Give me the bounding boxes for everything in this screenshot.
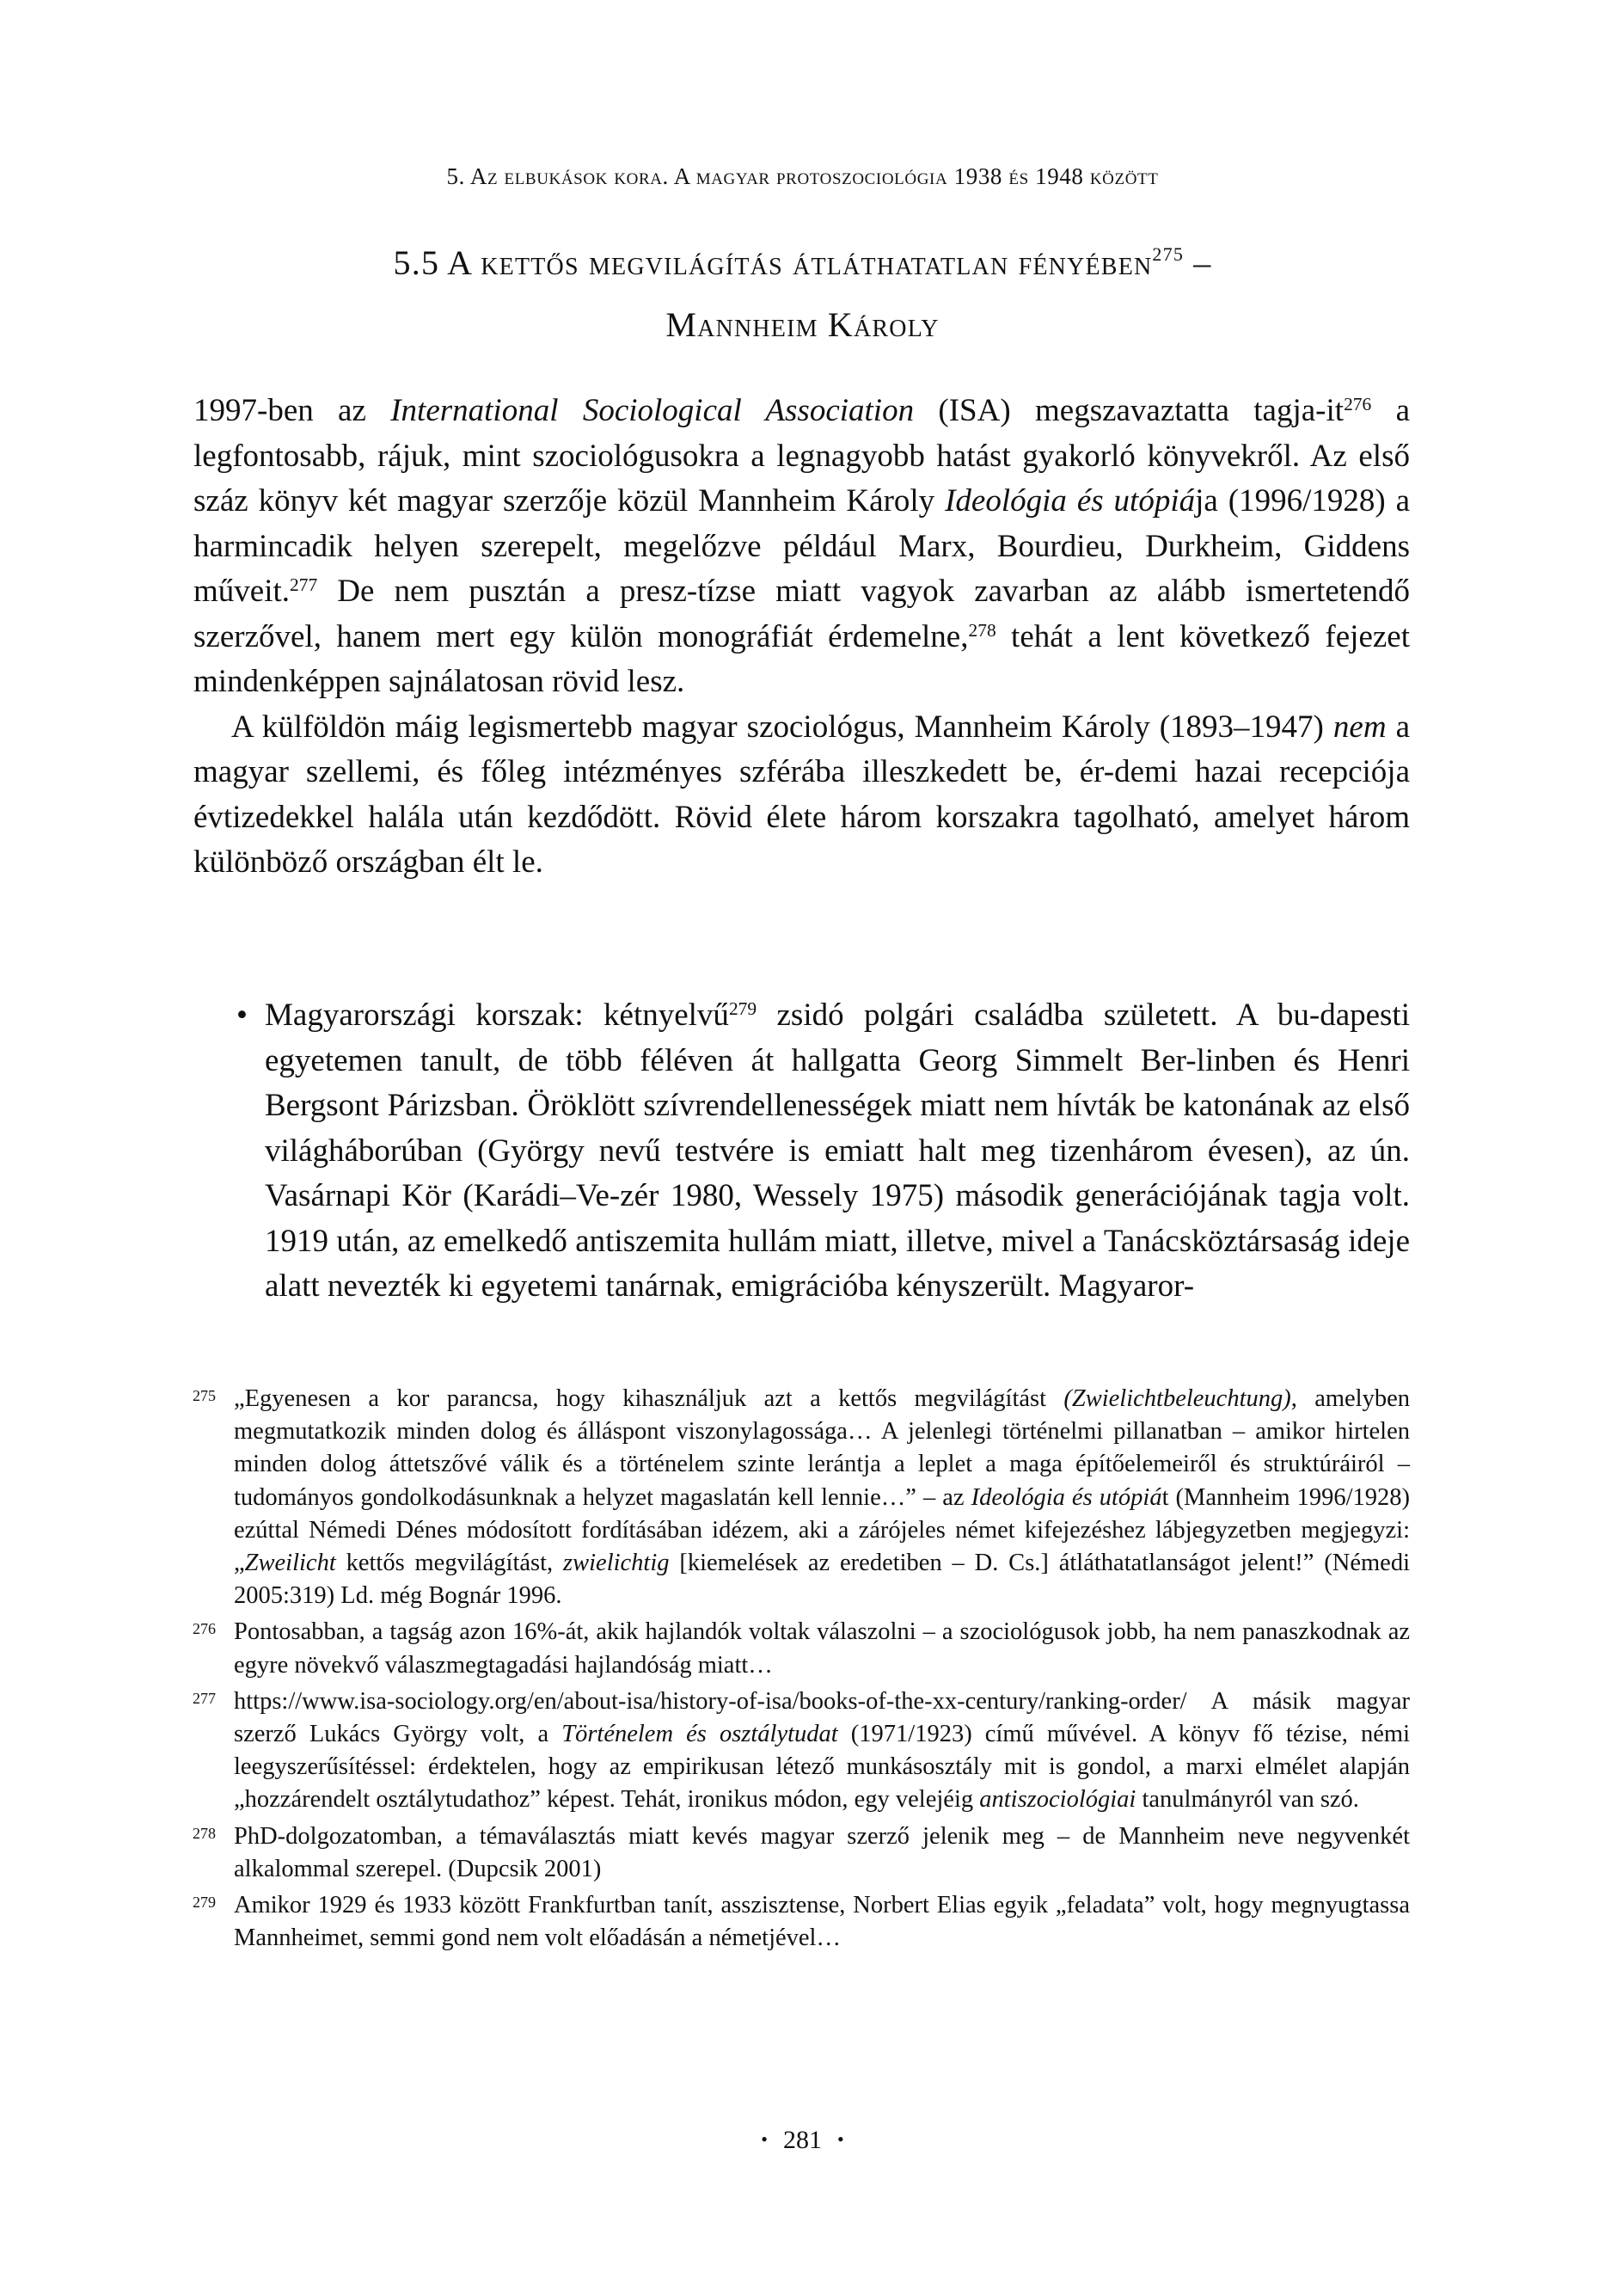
footnote-275: 275 „Egyenesen a kor parancsa, hogy kihasználjuk azt a kettős megvilágítást (Zwielichtbeleuchtung), amelyben megmutatkozik minden dolog és álláspont viszonylagossága… A jelenlegi történelmi pillanatban – amikor hirtelen minden dolog áttetszővé válik és a történelem szinte lerántja a leplet a maga építőelemeiről és struktúráiról – tudományos gondolkodásunknak a helyzet magaslatán kell lennie…” – az Ideológia és utópiát (Mannheim 1996/1928) ezúttal Némedi Dénes módosított fordításában idézem, aki a zárójeles német kifejezéshez lábjegyzetben megjegyzi: „Zweilicht kettős megvilágítást, zwielichtig [kiemelések az eredetiben – D. Cs.] átláthatatlanságot jelent!” (Némedi 2005:319) Ld. még Bognár 1996.: [193, 1383, 1410, 1612]
footnote-276: 276 Pontosabban, a tagság azon 16%-át, akik hajlandók voltak válaszolni – a szociológusok jobb, ha nem panaszkodnak az egyre növekvő válaszmegtagadási hajlandóság miatt…: [193, 1616, 1410, 1681]
ornament-dot-icon: •: [837, 2128, 844, 2150]
footnote-number: 278: [193, 1824, 216, 1842]
ornament-dot-icon: •: [761, 2128, 768, 2150]
page-number: [0, 2126, 1605, 2155]
bullet-list: [193, 993, 1410, 1310]
footnote-number: 277: [193, 1689, 216, 1707]
running-header: 5. Az elbukások kora. A magyar protoszociológia 1938 és 1948 között: [446, 163, 1159, 189]
footnote-ref-279[interactable]: 279: [728, 998, 757, 1020]
footnote-number: 276: [193, 1620, 216, 1638]
footnote-ref-275[interactable]: 275: [1152, 243, 1185, 265]
list-item: • Magyarországi korszak: kétnyelvű$^{279}$ zsidó polgári családba született. A bu-dapesti egyetemen tanult, de több féléven át hallgatta Georg Simmelt Ber-linben és Henri Bergsont Párizsban. Öröklött szívrendellenességek miatt nem hívták be katonának az első világháborúban (György nevű testvére is emiatt halt meg tizenhárom évesen), az ún. Vasárnapi Kör (Karádi–Ve-zér 1980, Wessely 1975) második generációjának tagja volt. 1919 után, az emelkedő antiszemita hullám miatt, illetve, mivel a Tanácsköztársaság ideje alatt nevezték ki egyetemi tanárnak, emigrációba kényszerült. Magyaror-: [193, 993, 1410, 1310]
page-number-value: 281: [783, 2126, 822, 2154]
footnote-277: 277 https://www.isa-sociology.org/en/about-isa/history-of-isa/books-of-the-xx-century/ranking-order/ A másik magyar szerző Lukács György volt, a Történelem és osztálytudat (1971/1923) című művével. A könyv fő tézise, némi leegyszerűsítéssel: érdektelen, hogy az empirikusan létező munkásosztály mit is gondol, a marxi elmélet alapján „hozzárendelt osztálytudathoz” képest. Tehát, ironikus módon, egy velejéig antiszociológiai tanulmányról van szó.: [193, 1685, 1410, 1817]
paragraph-2: A külföldön máig legismertebb magyar szociológus, Mannheim Károly (1893–1947) nem a magyar szellemi, és főleg intézményes szférába illeszkedett be, ér-demi hazai recepciója évtizedekkel halála után kezdődött. Rövid élete három korszakra tagolható, amelyet három különböző országban élt le.: [193, 709, 1410, 880]
footnote-ref-277[interactable]: 277: [290, 574, 318, 596]
footnote-ref-276[interactable]: 276: [1344, 394, 1372, 415]
isa-url-link[interactable]: https://www.isa-sociology.org/en/about-isa/history-of-isa/books-of-the-xx-century/ranking-order/ A másik magyar szerző Lukács György volt, a: [234, 1687, 1410, 1748]
footnote-ref-278[interactable]: 278: [968, 619, 996, 641]
body-text: [193, 389, 1410, 886]
section-title-line-1: 5.5 A kettős megvilágítás átláthatatlan fényében$^{275}$ –: [393, 243, 1212, 282]
section-title: [206, 232, 1399, 356]
footnote-number: 279: [193, 1894, 216, 1912]
footnote-278: 278 PhD-dolgozatomban, a témaválasztás miatt kevés magyar szerző jelenik meg – de Mannheim neve negyvenkét alkalommal szerepel. (Dupcsik 2001): [193, 1820, 1410, 1886]
paragraph-1: 1997-ben az International Sociological Association (ISA) megszavaztatta tagja-$it^{276}$ a legfontosabb, rájuk, mint szociológusokra a legnagyobb hatást gyakorló könyvekről. Az első száz könyv két magyar szerzője közül Mannheim Károly Ideológia és utópiája (1996/1928) a harmincadik helyen szerepelt, megelőzve például Marx, Bourdieu, Durkheim, Giddens műveit.$^{277}$ De nem pusztán a presz-tízse miatt vagyok zavarban az alább ismertetendő szerzővel, hanem mert egy külön monográfiát érdemelne,$^{278}$ tehát a lent következő fejezet mindenképpen sajnálatosan rövid lesz.: [193, 393, 1411, 699]
section-title-line-2: Mannheim Károly: [665, 305, 940, 344]
footnotes: [193, 1383, 1410, 1958]
footnote-number: 275: [193, 1387, 216, 1404]
footnote-279: 279 Amikor 1929 és 1933 között Frankfurtban tanít, asszisztense, Norbert Elias egyik „feladata” volt, hogy megnyugtassa Mannheimet, semmi gond nem volt előadásán a németjével…: [193, 1889, 1410, 1955]
bullet-icon: •: [236, 998, 248, 1033]
